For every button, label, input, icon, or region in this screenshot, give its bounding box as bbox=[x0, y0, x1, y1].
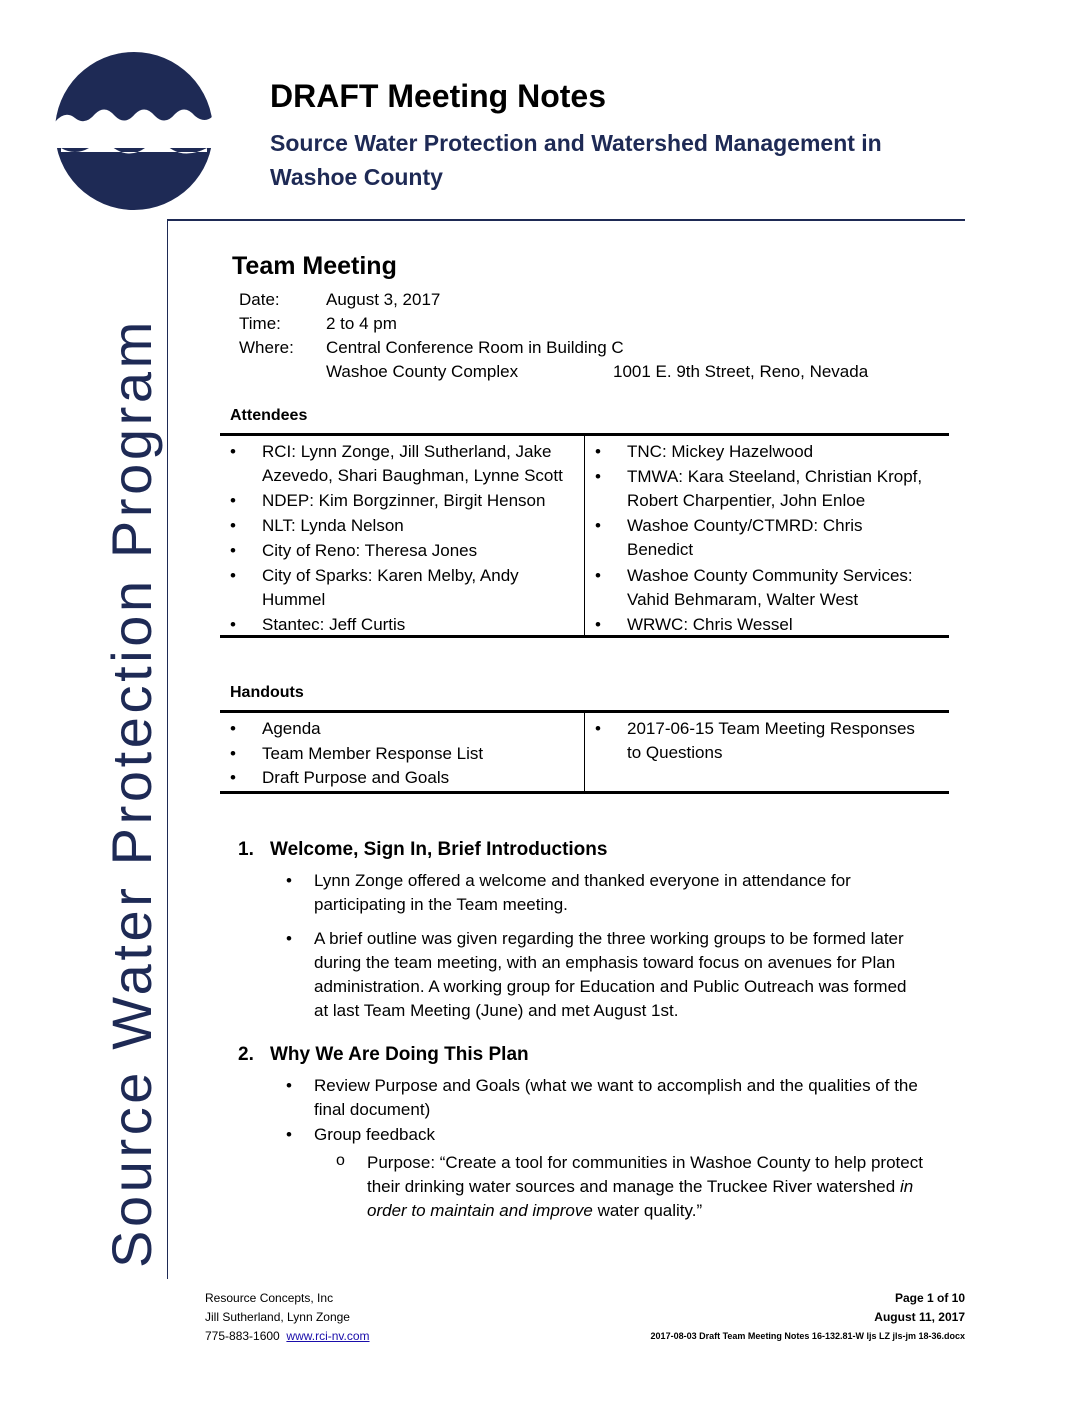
attendees-table-divider bbox=[584, 436, 585, 635]
section-1-title: Welcome, Sign In, Brief Introductions bbox=[270, 839, 608, 860]
purpose-statement bbox=[367, 1151, 923, 1223]
bullet-icon: • bbox=[230, 491, 236, 511]
footer-right bbox=[651, 1289, 965, 1346]
attendee-item: RCI: Lynn Zonge, Jill Sutherland, Jake Azevedo, Shari Baughman, Lynne Scott bbox=[262, 442, 563, 485]
section-2-bullet-2: Group feedback bbox=[314, 1125, 435, 1144]
footer-authors: Jill Sutherland, Lynn Zonge bbox=[205, 1310, 350, 1324]
meeting-title: Team Meeting bbox=[232, 252, 397, 280]
attendee-item: City of Sparks: Karen Melby, Andy Hummel bbox=[262, 565, 519, 609]
section-2-bullet-1: Review Purpose and Goals (what we want to accomplish and the qualities of the final document) bbox=[314, 1076, 918, 1119]
bullet-icon: • bbox=[286, 871, 292, 890]
bullet-icon: • bbox=[230, 540, 236, 560]
where-label: Where: bbox=[239, 338, 294, 357]
bullet-icon: • bbox=[230, 768, 236, 788]
attendee-item: Washoe County Community Services: Vahid Behmaram, Walter West bbox=[627, 565, 913, 609]
attendee-item: WRWC: Chris Wessel bbox=[627, 614, 793, 634]
handouts-table bbox=[220, 710, 949, 794]
attendee-item: TMWA: Kara Steeland, Christian Kropf, Robert Charpentier, John Enloe bbox=[627, 466, 923, 510]
section-2-title: Why We Are Doing This Plan bbox=[270, 1044, 529, 1065]
bullet-icon: • bbox=[595, 719, 601, 738]
footer-page-number: Page 1 of 10 bbox=[894, 1291, 965, 1305]
document-subtitle bbox=[270, 126, 970, 194]
attendee-item: City of Reno: Theresa Jones bbox=[262, 540, 478, 560]
time-value: 2 to 4 pm bbox=[326, 314, 397, 333]
footer-contact bbox=[205, 1327, 370, 1346]
bullet-icon: • bbox=[595, 565, 601, 585]
handout-item: Team Member Response List bbox=[262, 743, 484, 763]
date-label: Date: bbox=[239, 290, 280, 309]
water-waves-logo-icon bbox=[55, 52, 213, 210]
attendees-label: Attendees bbox=[230, 407, 308, 424]
section-2-number: 2. bbox=[238, 1044, 254, 1065]
side-program-title: Source Water Protection Program bbox=[100, 318, 163, 1268]
bullet-icon: • bbox=[595, 614, 601, 634]
bullet-icon: • bbox=[230, 516, 236, 536]
section-1-bullet-2: A brief outline was given regarding the three working groups to be formed later during the team meeting, with an emphasis toward focus on avenues for Plan administration. A working group for Education and Public Outreach was formed at last Team Meeting (June) and met August 1st. bbox=[314, 929, 907, 1020]
attendee-item: TNC: Mickey Hazelwood bbox=[627, 442, 814, 461]
time-label: Time: bbox=[239, 314, 281, 333]
subtitle-line-1: Source Water Protection and Watershed Management in bbox=[270, 130, 882, 156]
footer-phone: 775-883-1600 bbox=[205, 1329, 280, 1343]
complex-address: 1001 E. 9th Street, Reno, Nevada bbox=[613, 362, 869, 381]
footer-left bbox=[205, 1289, 370, 1346]
bullet-icon: • bbox=[595, 466, 601, 486]
date-value: August 3, 2017 bbox=[326, 290, 441, 309]
purpose-line-2 bbox=[367, 1175, 923, 1199]
purpose-line-3-text: water quality.” bbox=[592, 1201, 703, 1220]
footer-filename: 2017-08-03 Draft Team Meeting Notes 16-132.81-W ljs LZ jls-jm 18-36.docx bbox=[650, 1331, 965, 1341]
sub-bullet-icon: o bbox=[336, 1152, 345, 1169]
bullet-icon: • bbox=[230, 743, 236, 763]
document-title: DRAFT Meeting Notes bbox=[270, 78, 606, 114]
purpose-line-2-text: their drinking water sources and manage the Truckee River watershed bbox=[367, 1177, 900, 1196]
footer-website-link[interactable]: www.rci-nv.com bbox=[286, 1329, 370, 1343]
bullet-icon: • bbox=[230, 719, 236, 738]
attendee-item: Stantec: Jeff Curtis bbox=[262, 614, 406, 634]
handouts-label: Handouts bbox=[230, 684, 304, 701]
purpose-line-3-italic: order to maintain and improve bbox=[367, 1201, 593, 1220]
bullet-icon: • bbox=[230, 565, 236, 585]
handout-item: Agenda bbox=[262, 719, 321, 738]
footer-org: Resource Concepts, Inc bbox=[205, 1291, 334, 1305]
attendees-table bbox=[220, 433, 949, 638]
purpose-line-3 bbox=[367, 1199, 923, 1223]
handout-item: Draft Purpose and Goals bbox=[262, 768, 450, 788]
bullet-icon: • bbox=[595, 442, 601, 461]
header-divider bbox=[168, 219, 965, 221]
bullet-icon: • bbox=[286, 1125, 292, 1144]
subtitle-line-2: Washoe County bbox=[270, 164, 443, 190]
attendee-item: NLT: Lynda Nelson bbox=[262, 516, 404, 536]
attendee-item: NDEP: Kim Borgzinner, Birgit Henson bbox=[262, 491, 546, 511]
where-value: Central Conference Room in Building C bbox=[326, 338, 624, 357]
bullet-icon: • bbox=[286, 1076, 292, 1095]
bullet-icon: • bbox=[595, 516, 601, 536]
attendee-item: Washoe County/CTMRD: Chris Benedict bbox=[627, 516, 863, 560]
purpose-line-2-italic: in bbox=[899, 1177, 914, 1196]
bullet-icon: • bbox=[286, 929, 292, 948]
complex-name: Washoe County Complex bbox=[326, 362, 519, 381]
footer-date: August 11, 2017 bbox=[874, 1310, 965, 1324]
section-1-number: 1. bbox=[238, 839, 254, 860]
bullet-icon: • bbox=[230, 442, 236, 461]
bullet-icon: • bbox=[230, 614, 236, 634]
handout-item: 2017-06-15 Team Meeting Responses to Questions bbox=[627, 719, 915, 762]
side-divider bbox=[167, 219, 168, 1279]
section-1-bullet-1: Lynn Zonge offered a welcome and thanked everyone in attendance for participating in the Team meeting. bbox=[314, 871, 851, 914]
handouts-table-divider bbox=[584, 713, 585, 791]
purpose-line-1: Purpose: “Create a tool for communities in Washoe County to help protect bbox=[367, 1153, 923, 1172]
